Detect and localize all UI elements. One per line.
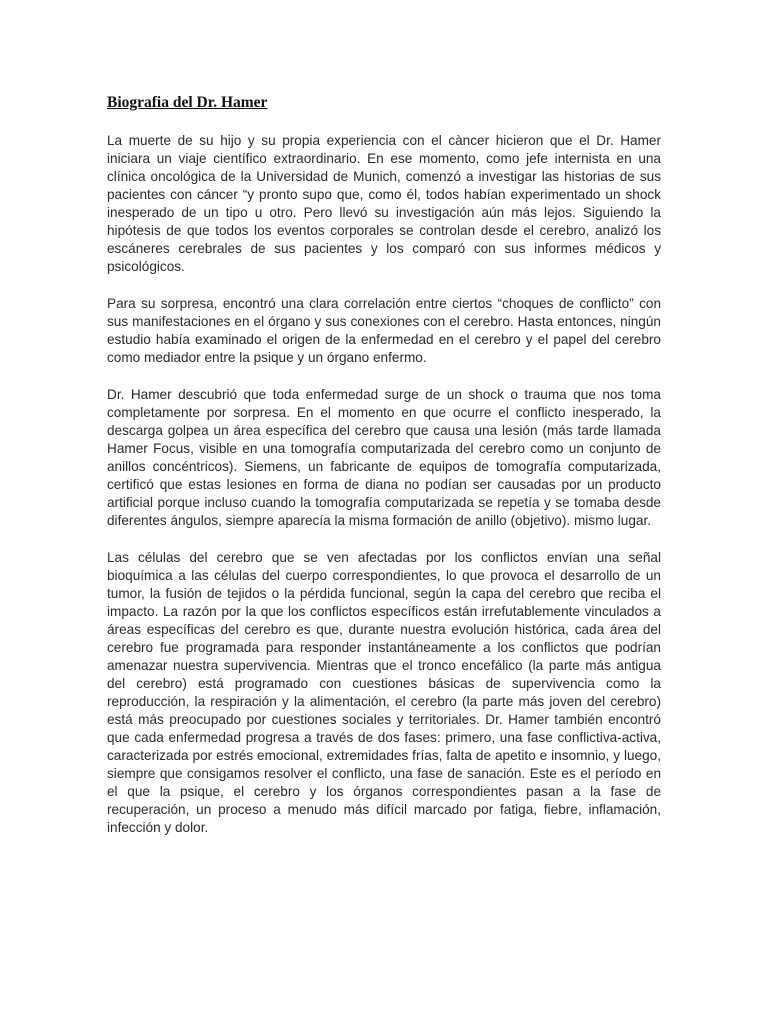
document-title: Biografia del Dr. Hamer (107, 94, 268, 111)
document-body (107, 93, 661, 856)
paragraph-3: Dr. Hamer descubrió que toda enfermedad surge de un shock o trauma que nos toma completamente por sorpresa. En el momento en que ocurre el conflicto inesperado, la descarga golpea un área específica del cerebro que causa una lesión (más tarde llamada Hamer Focus, visible en una tomografía computarizada del cerebro como un conjunto de anillos concéntricos). Siemens, un fabricante de equipos de tomografía computarizada, certificó que estas lesiones en forma de diana no podían ser causadas por un producto artificial porque incluso cuando la tomografía computarizada se repetía y se tomaba desde diferentes ángulos, siempre aparecía la misma formación de anillo (objetivo). mismo lugar. (107, 387, 661, 528)
paragraph-2: Para su sorpresa, encontró una clara correlación entre ciertos “choques de conflicto” con sus manifestaciones en el órgano y sus conexiones con el cerebro. Hasta entonces, ningún estudio había examinado el origen de la enfermedad en el cerebro y el papel del cerebro como mediador entre la psique y un órgano enfermo. (107, 296, 661, 365)
paragraph-4: Las células del cerebro que se ven afectadas por los conflictos envían una señal bioquímica a las células del cuerpo correspondientes, lo que provoca el desarrollo de un tumor, la fusión de tejidos o la pérdida funcional, según la capa del cerebro que reciba el impacto. La razón por la que los conflictos específicos están irrefutablemente vinculados a áreas específicas del cerebro es que, durante nuestra evolución histórica, cada área del cerebro fue programada para responder instantáneamente a los conflictos que podrían amenazar nuestra supervivencia. Mientras que el tronco encefálico (la parte más antigua del cerebro) está programado con cuestiones básicas de supervivencia como la reproducción, la respiración y la alimentación, el cerebro (la parte más joven del cerebro) está más preocupado por cuestiones sociales y territoriales. Dr. Hamer también encontró que cada enfermedad progresa a través de dos fases: primero, una fase conflictiva-activa, caracterizada por estrés emocional, extremidades frías, falta de apetito e insomnio, y luego, siempre que consigamos resolver el conflicto, una fase de sanación. Este es el período en el que la psique, el cerebro y los órganos correspondientes pasan a la fase de recuperación, un proceso a menudo más difícil marcado por fatiga, fiebre, inflamación, infección y dolor. (107, 550, 661, 835)
paragraph-1: La muerte de su hijo y su propia experiencia con el càncer hicieron que el Dr. Hamer iniciara un viaje científico extraordinario. En ese momento, como jefe internista en una clínica oncológica de la Universidad de Munich, comenzó a investigar las historias de sus pacientes con cáncer “y pronto supo que, como él, todos habían experimentado un shock inesperado de un tipo u otro. Pero llevó su investigación aún más lejos. Siguiendo la hipótesis de que todos los eventos corporales se controlan desde el cerebro, analizó los escáneres cerebrales de sus pacientes y los comparó con sus informes médicos y psicológicos. (107, 133, 661, 274)
